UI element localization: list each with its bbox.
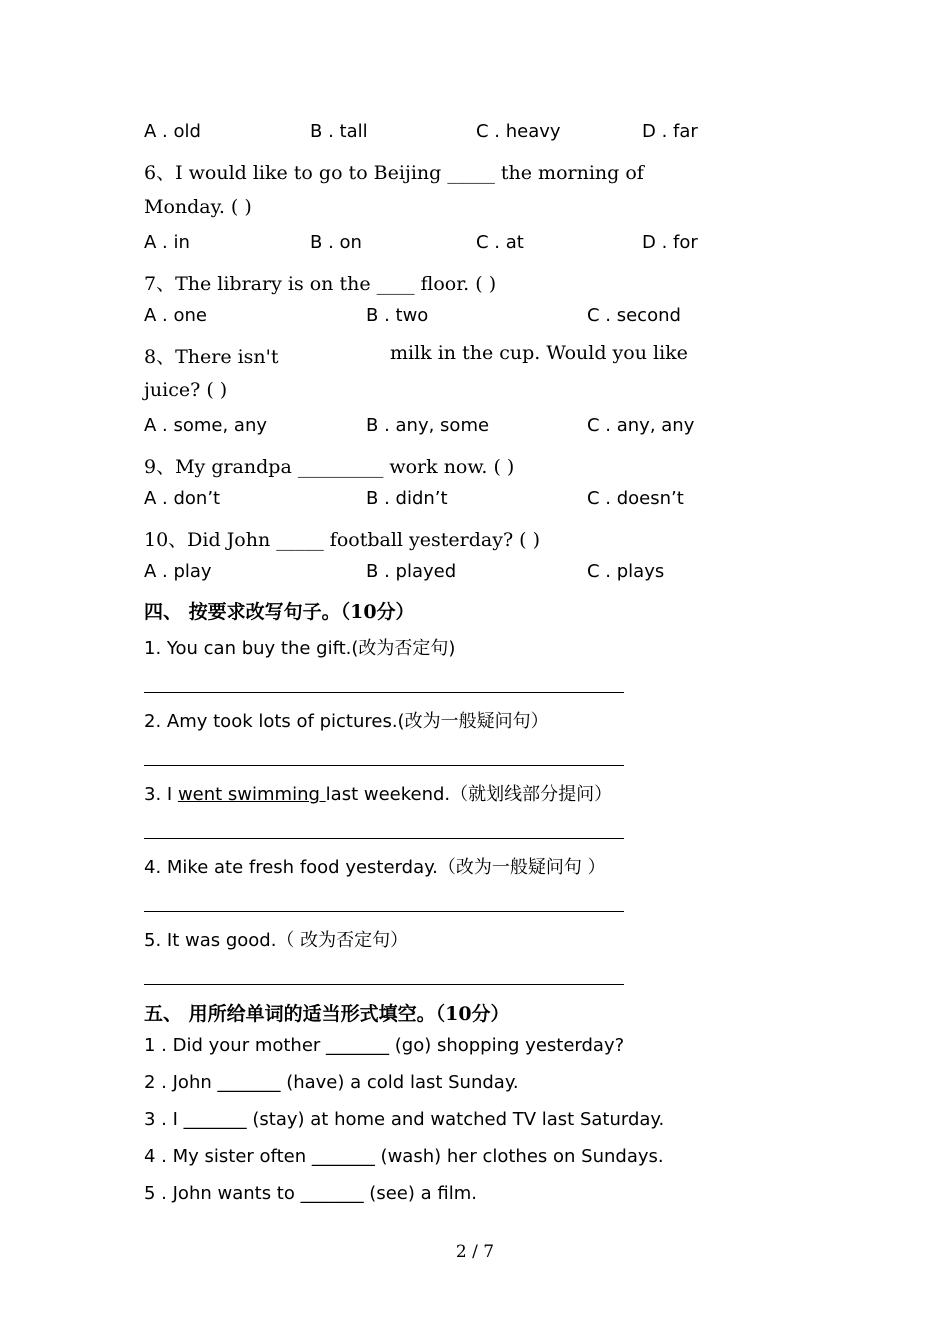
section5-item-5: 5 . John wants to _______ (see) a film. xyxy=(144,1183,477,1204)
q6-option-c: C . at xyxy=(476,232,524,253)
q8-option-c: C . any, any xyxy=(587,415,695,436)
answer-line-5 xyxy=(144,984,624,985)
q9-option-a: A . don’t xyxy=(144,488,221,509)
page-number: 2 / 7 xyxy=(455,1242,495,1262)
q9-text: 9、My grandpa _________ work now. ( ) xyxy=(144,456,515,478)
answer-line-2 xyxy=(144,765,624,766)
q6-option-d: D . for xyxy=(642,232,698,253)
q10-option-b: B . played xyxy=(366,561,457,582)
section4-heading: 四、 按要求改写句子。（10分） xyxy=(144,601,415,623)
q8-option-b: B . any, some xyxy=(366,415,490,436)
q9-option-b: B . didn’t xyxy=(366,488,448,509)
section4-item-3 xyxy=(144,780,612,806)
answer-line-4 xyxy=(144,911,624,912)
section5-item-1: 1 . Did your mother _______ (go) shopping yesterday? xyxy=(144,1035,625,1056)
section4-item-2: 2. Amy took lots of pictures.(改为一般疑问句） xyxy=(144,711,549,732)
q9-option-c: C . doesn’t xyxy=(587,488,684,509)
section5-heading: 五、 用所给单词的适当形式填空。（10分） xyxy=(144,1003,510,1025)
q8-option-a: A . some, any xyxy=(144,415,268,436)
q8-text-line1-end: milk in the cup. Would you like xyxy=(390,342,688,364)
q8-text-line2: juice? ( ) xyxy=(144,379,228,401)
q8-text-line1-start: 8、There isn't xyxy=(144,346,279,368)
q6-text-line1: 6、I would like to go to Beijing _____ the morning of xyxy=(144,162,644,184)
section4-item-1: 1. You can buy the gift.(改为否定句) xyxy=(144,638,456,659)
q6-option-a: A . in xyxy=(144,232,190,253)
q7-option-a: A . one xyxy=(144,305,207,326)
q7-text: 7、The library is on the ____ floor. ( ) xyxy=(144,273,497,295)
answer-line-3 xyxy=(144,838,624,839)
q10-option-c: C . plays xyxy=(587,561,665,582)
section4-item-5: 5. It was good.（ 改为否定句） xyxy=(144,930,409,951)
q5-option-a: A . old xyxy=(144,121,201,142)
section5-item-4: 4 . My sister often _______ (wash) her clothes on Sundays. xyxy=(144,1146,664,1167)
q5-option-d: D . far xyxy=(642,121,698,142)
q10-text: 10、Did John _____ football yesterday? ( ) xyxy=(144,529,541,551)
q10-option-a: A . play xyxy=(144,561,212,582)
section5-item-3: 3 . I _______ (stay) at home and watched TV last Saturday. xyxy=(144,1109,665,1130)
q5-option-b: B . tall xyxy=(310,121,368,142)
q7-option-c: C . second xyxy=(587,305,681,326)
q7-option-b: B . two xyxy=(366,305,429,326)
section5-item-2: 2 . John _______ (have) a cold last Sunday. xyxy=(144,1072,519,1093)
q6-option-b: B . on xyxy=(310,232,362,253)
answer-line-1 xyxy=(144,692,624,693)
q5-option-c: C . heavy xyxy=(476,121,561,142)
section4-item-3-prefix: 3. I xyxy=(144,784,178,805)
section4-item-4: 4. Mike ate fresh food yesterday.（改为一般疑问句 ） xyxy=(144,857,606,878)
q6-text-line2: Monday. ( ) xyxy=(144,196,252,218)
section4-item-3-suffix: last weekend.（就划线部分提问） xyxy=(325,784,613,805)
section4-item-3-underlined: went swimming xyxy=(177,784,326,805)
